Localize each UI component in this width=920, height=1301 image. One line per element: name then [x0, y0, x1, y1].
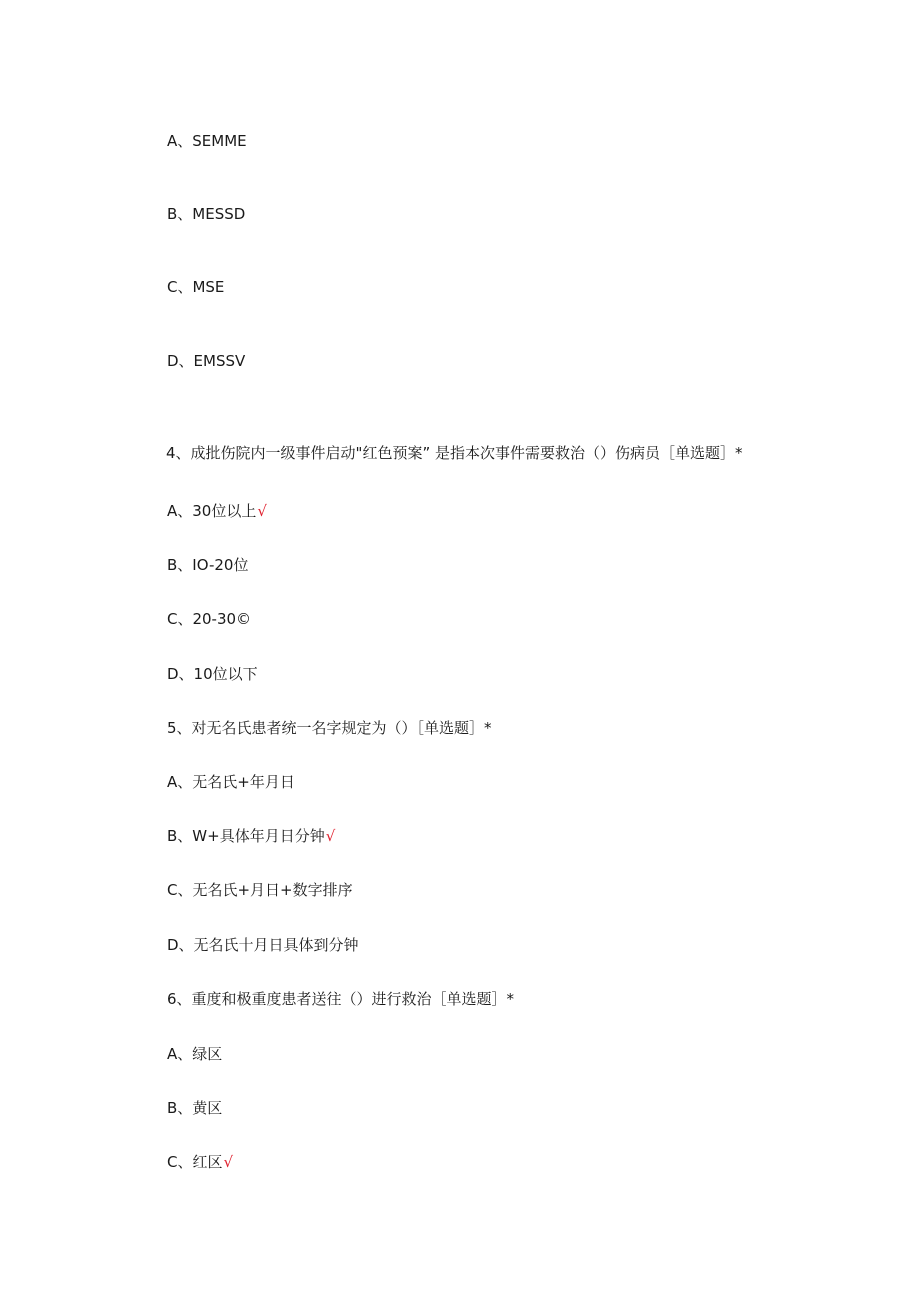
- q5-option-d[interactable]: [167, 935, 359, 955]
- option-label: A、30位以上: [167, 502, 257, 520]
- q6-option-b[interactable]: [167, 1098, 222, 1118]
- q4-option-b[interactable]: [167, 555, 248, 575]
- q5-option-c[interactable]: [167, 880, 353, 900]
- q3-option-a[interactable]: [167, 131, 247, 151]
- q3-option-c[interactable]: [167, 277, 224, 297]
- q6-question-text: 6、重度和极重度患者送往（）进行救治［单选题］*: [167, 990, 515, 1008]
- option-label: C、20-30©: [167, 610, 252, 628]
- option-label: A、无名氏+年月日: [167, 773, 295, 791]
- correct-check-icon: √: [223, 1153, 234, 1171]
- option-label: C、无名氏+月日+数字排序: [167, 881, 353, 899]
- q3-option-d[interactable]: [167, 351, 245, 371]
- option-label: C、红区: [167, 1153, 223, 1171]
- q6-option-c[interactable]: [167, 1152, 233, 1172]
- option-label: B、IO-20位: [167, 556, 249, 574]
- q4-option-a[interactable]: [167, 501, 267, 521]
- option-label: A、绿区: [167, 1045, 223, 1063]
- option-label: D、无名氏十月日具体到分钟: [167, 936, 359, 954]
- option-label: B、W+具体年月日分钟: [167, 827, 325, 845]
- option-label: B、黄区: [167, 1099, 223, 1117]
- option-label: C、MSE: [167, 278, 225, 296]
- correct-check-icon: √: [325, 827, 336, 845]
- q4-question-text: 4、成批伤院内一级事件启动"红色预案” 是指本次事件需要救治（）伤病员［单选题］*: [166, 444, 743, 462]
- q4-option-c[interactable]: [167, 609, 251, 629]
- q5-option-b[interactable]: [167, 826, 335, 846]
- option-label: D、EMSSV: [167, 352, 246, 370]
- q5-option-a[interactable]: [167, 772, 295, 792]
- q4-option-d[interactable]: [167, 664, 258, 684]
- q6-option-a[interactable]: [167, 1044, 222, 1064]
- option-label: A、SEMME: [167, 132, 247, 150]
- q3-option-b[interactable]: [167, 204, 245, 224]
- option-label: D、10位以下: [167, 665, 258, 683]
- q5-question-text: 5、对无名氏患者统一名字规定为（）［单选题］*: [167, 719, 492, 737]
- option-label: B、MESSD: [167, 205, 246, 223]
- correct-check-icon: √: [257, 502, 267, 520]
